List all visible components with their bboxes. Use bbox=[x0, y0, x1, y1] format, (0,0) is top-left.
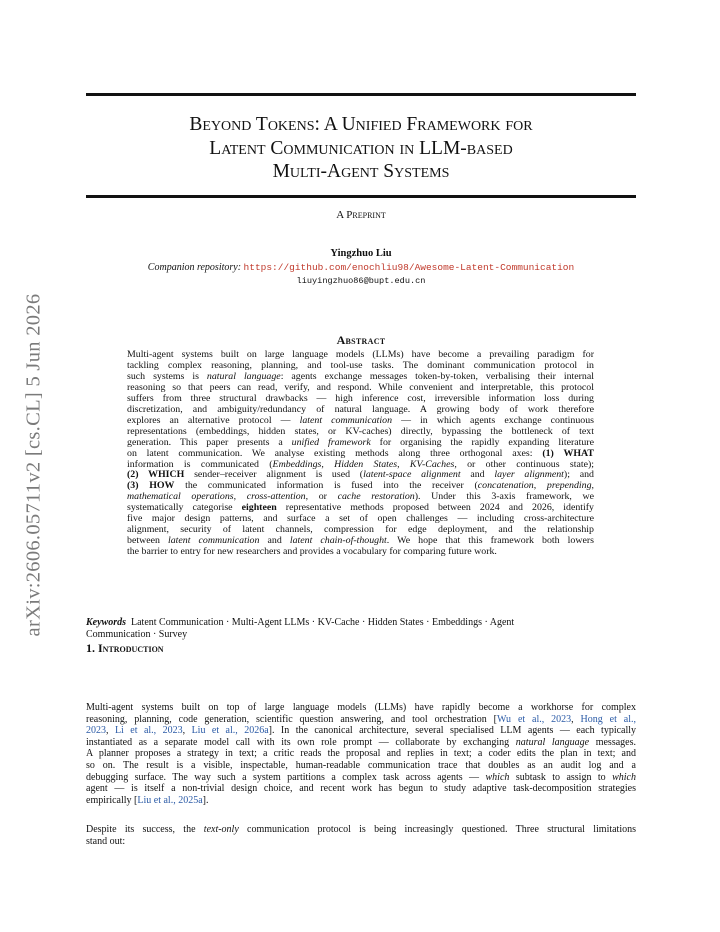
text-line bbox=[86, 737, 636, 749]
text-run: , bbox=[321, 458, 335, 470]
text-line bbox=[86, 836, 636, 848]
title-line-1: Beyond Tokens: A Unified Framework for bbox=[189, 114, 533, 135]
citation-link[interactable]: 2023 bbox=[86, 725, 106, 737]
text-run: information is communicated ( bbox=[127, 458, 273, 470]
italic-run: prepending bbox=[546, 480, 592, 492]
italic-run: which bbox=[612, 771, 636, 783]
text-run: instantiated as a separate model call with its own role prompt — collaborate by exchanging bbox=[86, 736, 516, 748]
title-bottom-rule bbox=[86, 195, 636, 198]
repo-label: Companion repository: bbox=[147, 262, 242, 273]
text-run: tackling complex reasoning, planning, and tool-use tasks. The dominant communication protocol in bbox=[127, 359, 594, 371]
italic-run: unified framework bbox=[291, 436, 371, 448]
text-run: sender–receiver alignment is used ( bbox=[184, 469, 364, 481]
text-run: reasoning so that peers can read, verify, and respond. While convenient and interpretable, this protocol bbox=[127, 381, 594, 393]
bold-run: (1) WHAT bbox=[542, 447, 594, 459]
text-run: such systems is bbox=[127, 370, 207, 382]
intro-paragraph-2 bbox=[86, 824, 636, 847]
text-run: , bbox=[571, 713, 581, 725]
bold-run: eighteen bbox=[241, 502, 277, 514]
paper-title bbox=[86, 113, 636, 184]
text-run: ]. In the canonical architecture, several specialised LLM agents — each typically bbox=[268, 725, 637, 737]
italic-run: KV-Caches bbox=[409, 458, 455, 470]
italic-run: concatenation bbox=[477, 480, 534, 492]
text-run: . We hope that this framework both lowers bbox=[386, 535, 594, 547]
keywords-block bbox=[86, 617, 636, 641]
section-heading-introduction: 1. Introduction bbox=[86, 641, 164, 655]
text-run: ]. bbox=[202, 794, 209, 806]
text-run: the communicated information is fused into the receiver ( bbox=[174, 480, 478, 492]
abstract-body bbox=[127, 350, 594, 558]
arxiv-identifier-stamp bbox=[14, 265, 54, 665]
preprint-label: A Preprint bbox=[336, 209, 386, 221]
text-line bbox=[86, 714, 636, 726]
text-run: A planner proposes a strategy in text; a critic reads the proposal and replies in text; a coder edits the plan in text; and bbox=[86, 748, 636, 760]
italic-run: natural language bbox=[515, 736, 590, 748]
text-run: discretization, and ambiguity/redundancy of natural language. A growing body of work therefore bbox=[127, 403, 594, 415]
italic-run: natural language bbox=[206, 370, 281, 382]
keywords-line-1: Latent Communication · Multi-Agent LLMs · KV-Cache · Hidden States · Embeddings · Agent bbox=[131, 617, 515, 628]
text-line bbox=[86, 783, 636, 795]
text-run: suffers from three structural drawbacks — high inference cost, irreversible information loss during bbox=[127, 392, 594, 404]
title-top-rule bbox=[86, 93, 636, 96]
text-run: systematically categorise bbox=[127, 502, 242, 514]
text-run: between bbox=[127, 535, 168, 547]
text-run: agent — is itself a non-trivial design choice, and recent work has begun to study adaptive task-decomposition strategies bbox=[86, 783, 636, 795]
text-run: , bbox=[397, 458, 410, 470]
citation-link[interactable]: Liu et al., 2025a bbox=[137, 794, 203, 806]
text-run: representative methods proposed between 2024 and 2026, identify bbox=[276, 502, 594, 514]
text-line bbox=[86, 748, 636, 760]
text-run: , bbox=[106, 725, 115, 737]
citation-link[interactable]: Liu et al., 2026a bbox=[191, 725, 269, 737]
text-run: five major design patterns, and surface a set of open challenges — including cross-architecture bbox=[127, 513, 594, 525]
text-line bbox=[86, 772, 636, 784]
text-run: Multi-agent systems built on top of large language models (LLMs) have rapidly become a workhorse for complex bbox=[86, 702, 636, 713]
text-run: , bbox=[233, 491, 247, 503]
text-run: communication protocol is being increasingly questioned. Three structural limitations bbox=[238, 824, 637, 835]
author-email[interactable]: liuyingzhuo86@bupt.edu.cn bbox=[296, 276, 426, 286]
italic-run: latent communication bbox=[167, 535, 260, 547]
author-name: Yingzhuo Liu bbox=[330, 248, 392, 259]
text-run: for organising the rapidly expanding literature bbox=[370, 436, 594, 448]
intro-paragraph-1 bbox=[86, 702, 636, 806]
text-line bbox=[127, 547, 594, 558]
text-run: explores an alternative protocol — bbox=[127, 414, 300, 426]
italic-run: cross-attention bbox=[246, 491, 306, 503]
text-run: messages. bbox=[589, 736, 636, 748]
keywords-line-2: Communication · Survey bbox=[86, 629, 188, 640]
repo-link[interactable]: https://github.com/enochliu98/Awesome-Latent-Communication bbox=[243, 262, 575, 273]
text-run: and bbox=[259, 535, 290, 547]
text-run: ). Under this 3-axis framework, we bbox=[414, 491, 595, 503]
title-line-3: Multi-Agent Systems bbox=[272, 161, 450, 182]
bold-run: (2) WHICH bbox=[127, 469, 185, 481]
citation-link[interactable]: Wu et al., 2023 bbox=[497, 713, 572, 725]
text-run: , or other continuous state); bbox=[454, 458, 595, 470]
bold-run: (3) HOW bbox=[127, 480, 175, 492]
text-run: : agents exchange messages token-by-token, verbalising their internal bbox=[280, 370, 594, 382]
italic-run: which bbox=[485, 771, 510, 783]
italic-run: Hidden States bbox=[334, 458, 398, 470]
companion-repository bbox=[86, 262, 636, 273]
citation-link[interactable]: Hong et al., bbox=[580, 713, 636, 725]
text-run: Multi-agent systems built on large language models (LLMs) have become a prevailing paradigm for bbox=[127, 349, 594, 360]
text-run: alignment, security of latent channels, compression for edge deployment, and the relationship bbox=[127, 524, 594, 536]
text-run: the barrier to entry for new researchers and provides a vocabulary for comparing future work. bbox=[127, 546, 497, 558]
title-line-2: Latent Communication in LLM-based bbox=[209, 137, 513, 159]
italic-run: layer alignment bbox=[494, 469, 564, 481]
text-run: so on. The result is a visible, inspectable, human-readable communication trace that doubles as an audit log and a bbox=[86, 759, 636, 771]
text-run: debugging surface. The way such a system partitions a complex task across agents — bbox=[86, 771, 486, 783]
text-run: , bbox=[533, 480, 547, 492]
text-run: — in which agents exchange continuous bbox=[392, 414, 595, 426]
italic-run: latent communication bbox=[299, 414, 393, 426]
italic-run: Embeddings bbox=[272, 458, 322, 470]
text-line bbox=[86, 760, 636, 772]
text-line bbox=[86, 795, 636, 807]
arxiv-identifier-text: arXiv:2606.05711v2 [cs.CL] 5 Jun 2026 bbox=[22, 293, 45, 637]
text-line bbox=[86, 725, 636, 737]
text-run: empirically [ bbox=[86, 794, 138, 806]
text-run: representations (embeddings, hidden states, or KV-caches) directly, bypassing the bottleneck of text bbox=[127, 425, 594, 437]
italic-run: text-only bbox=[203, 824, 239, 835]
text-run: , bbox=[182, 725, 192, 737]
text-line bbox=[86, 824, 636, 836]
citation-link[interactable]: Li et al., 2023 bbox=[114, 725, 183, 737]
text-run: , or bbox=[305, 491, 338, 503]
italic-run: mathematical operations bbox=[127, 491, 234, 503]
text-run: stand out: bbox=[86, 835, 126, 847]
text-run: , bbox=[591, 480, 594, 492]
italic-run: latent-space alignment bbox=[363, 469, 461, 481]
text-run: reasoning, planning, code generation, scientific question answering, and tool orchestration [ bbox=[86, 713, 498, 725]
text-run: ); and bbox=[563, 469, 594, 481]
text-line bbox=[86, 702, 636, 714]
italic-run: latent chain-of-thought bbox=[289, 535, 387, 547]
italic-run: cache restoration bbox=[337, 491, 415, 503]
text-run: subtask to assign to bbox=[509, 771, 613, 783]
text-run: on latent communication. We analyse existing methods along three orthogonal axes: bbox=[127, 447, 543, 459]
text-run: generation. This paper presents a bbox=[127, 436, 292, 448]
keywords-label: Keywords bbox=[86, 617, 126, 628]
text-run: Despite its success, the bbox=[86, 824, 204, 835]
abstract-heading: Abstract bbox=[336, 333, 386, 347]
text-run: and bbox=[460, 469, 495, 481]
